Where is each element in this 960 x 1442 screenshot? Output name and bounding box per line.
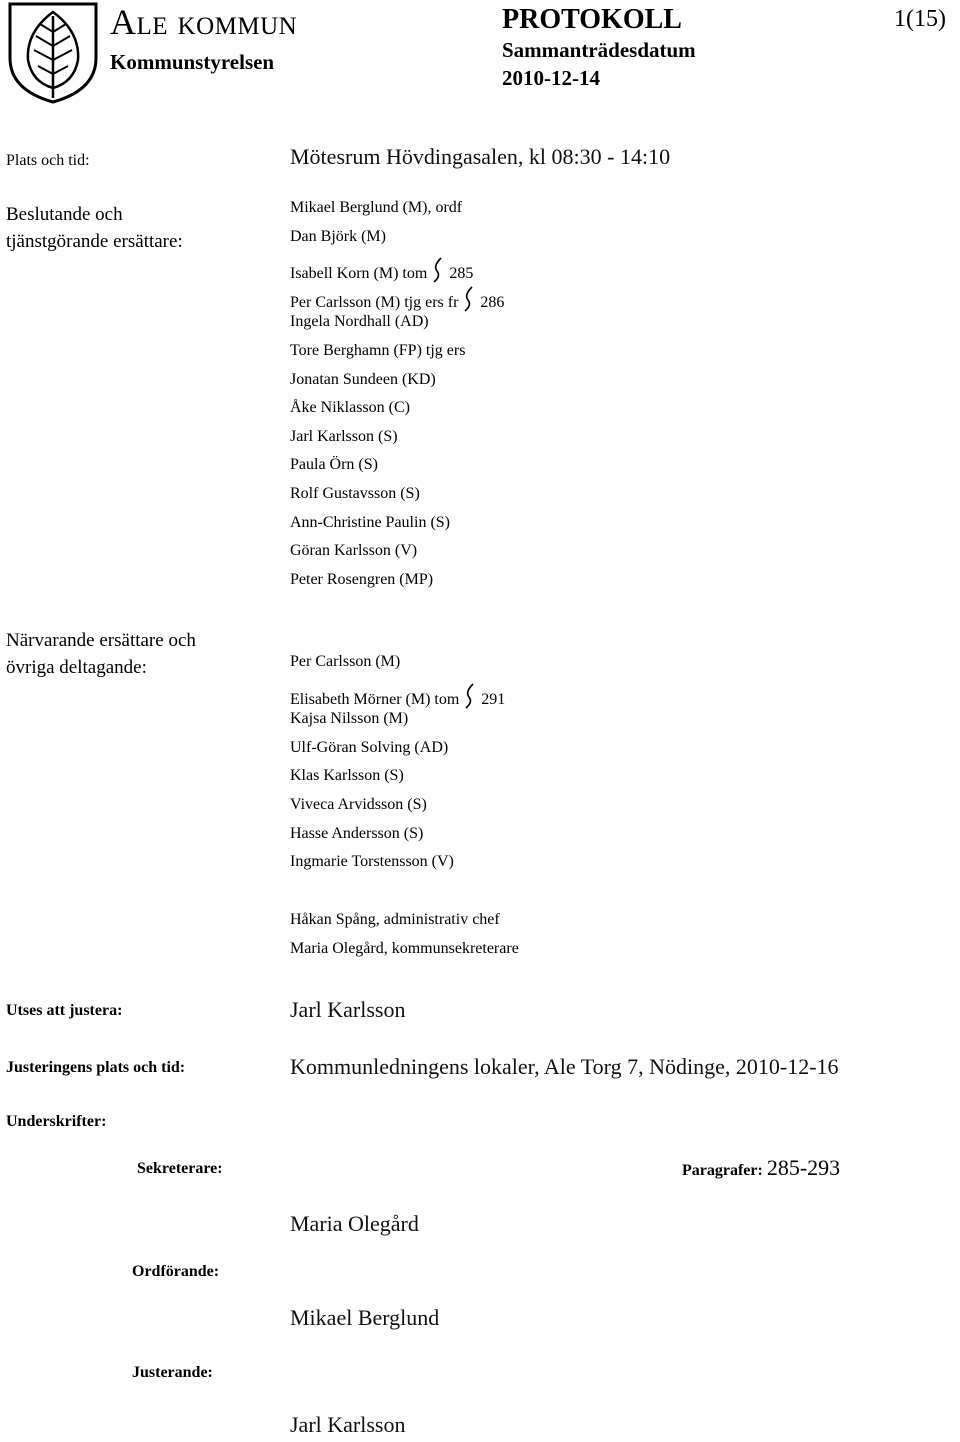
adjuster-signature-label: Justerande: [132,1364,213,1381]
adjustment-value: Kommunledningens lokaler, Ale Torg 7, Nödinge, 2010-12-16 [290,1054,839,1079]
decision-makers-list [290,199,504,599]
list-item: Per Carlsson (M) [290,653,401,670]
list-item: Peter Rosengren (MP) [290,570,434,588]
list-item: Jonatan Sundeen (KD) [290,370,436,388]
board-name: Kommunstyrelsen [110,50,275,74]
list-item: Ingmarie Torstensson (V) [290,853,454,871]
place-time-label: Plats och tid: [6,152,90,169]
section-sign-icon [463,682,477,710]
list-item: Tore Berghamn (FP) tjg ers [290,341,466,359]
paragraphs [682,1155,840,1181]
paragraphs-label: Paragrafer: [682,1162,763,1179]
adjustment-label: Justeringens plats och tid: [6,1059,186,1076]
list-item: Elisabeth Mörner (M) tom 291 [290,682,505,711]
present-list [290,653,505,882]
document-title: PROTOKOLL [502,4,682,35]
list-item: Göran Karlsson (V) [290,542,418,560]
chair-label: Ordförande: [132,1263,220,1280]
meeting-date: 2010-12-14 [502,66,600,90]
place-time-value: Mötesrum Hövdingasalen, kl 08:30 - 14:10 [290,144,671,169]
list-item: Kajsa Nilsson (M) [290,710,409,728]
list-item: Isabell Korn (M) tom 285 [290,256,504,285]
list-item: Dan Björk (M) [290,227,386,245]
adjuster-value: Jarl Karlsson [290,997,406,1022]
paragraphs-value: 285-293 [766,1155,841,1180]
decision-makers-label: Beslutande och tjänstgörande ersättare: [6,204,183,252]
secretary-name: Maria Olegård [290,1211,419,1236]
chair-name: Mikael Berglund [290,1305,440,1330]
section-sign-icon [462,285,476,313]
meeting-date-label: Sammanträdesdatum [502,38,696,62]
list-item: Rolf Gustavsson (S) [290,484,420,502]
secretary-label: Sekreterare: [137,1160,223,1177]
list-item: Ulf-Göran Solving (AD) [290,738,449,756]
list-item: Jarl Karlsson (S) [290,427,398,445]
municipality-name: Ale kommun [110,2,298,42]
page-number: 1(15) [894,6,946,32]
adjuster-label: Utses att justera: [6,1002,123,1019]
list-item: Paula Örn (S) [290,456,378,474]
list-item: Viveca Arvidsson (S) [290,795,427,813]
section-sign-icon [431,256,445,284]
signatures-label: Underskrifter: [6,1113,107,1130]
list-item: Ann-Christine Paulin (S) [290,513,450,531]
leaf-crest-icon [6,2,100,104]
list-item: Per Carlsson (M) tjg ers fr 286 [290,285,504,314]
present-label: Närvarande ersättare och övriga deltagande: [6,630,196,678]
adjuster-signature-name: Jarl Karlsson [290,1412,406,1437]
list-item: Maria Olegård, kommunsekreterare [290,939,519,957]
officials-list [290,911,519,968]
list-item: Klas Karlsson (S) [290,767,404,785]
list-item: Ingela Nordhall (AD) [290,313,429,331]
list-item: Åke Niklasson (C) [290,399,410,417]
list-item: Mikael Berglund (M), ordf [290,199,463,216]
list-item: Hasse Andersson (S) [290,824,424,842]
list-item: Håkan Spång, administrativ chef [290,911,500,928]
